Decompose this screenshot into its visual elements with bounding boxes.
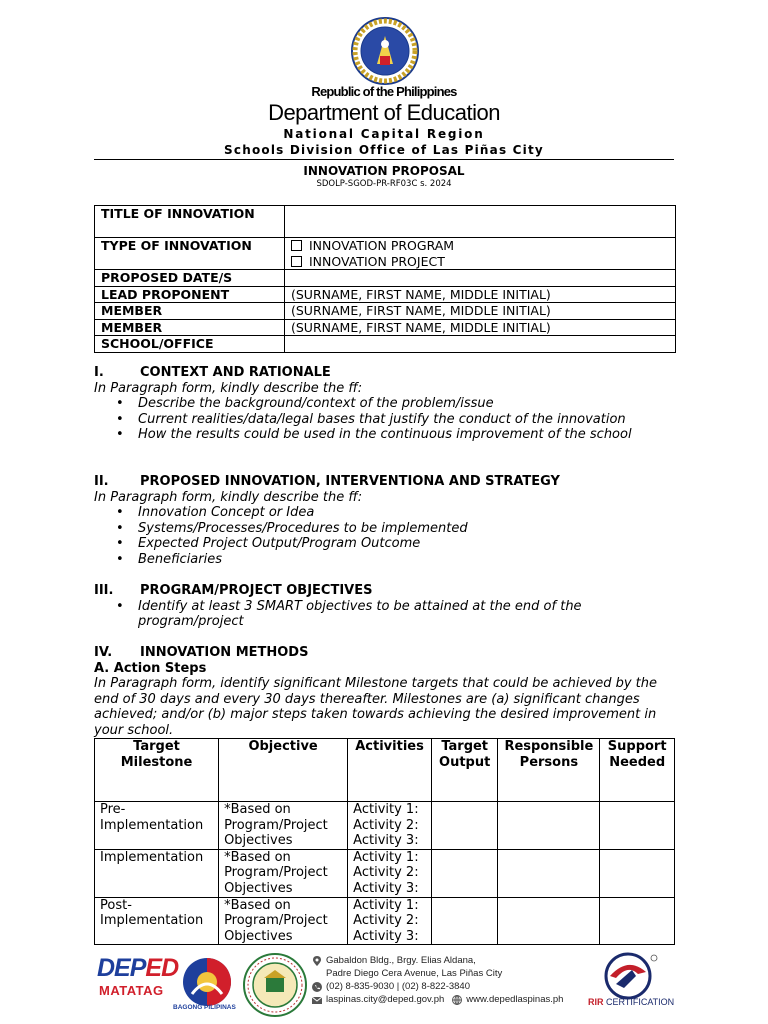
- list-item: • Beneficiaries: [116, 551, 223, 567]
- section-intro: In Paragraph form, identify significant Milestone targets that could be achieved by the end of 30 days and every 30 days thereafter. Milestones are (a) significant changes achieved; and/or (b) major steps taken towards achieving the desired improvement in your school.: [94, 676, 657, 738]
- row-date: [95, 270, 676, 287]
- section-heading: [94, 645, 684, 661]
- list-item: • Systems/Processes/Procedures to be implemented: [116, 520, 468, 536]
- target-output-cell[interactable]: [431, 897, 498, 945]
- bullet-list: [116, 505, 684, 567]
- list-item: • How the results could be used in the continuous improvement of the school: [116, 427, 632, 443]
- date-label: PROPOSED DATE/S: [95, 270, 285, 287]
- section-title: PROGRAM/PROJECT OBJECTIVES: [140, 583, 373, 598]
- email-web-row: [312, 993, 563, 1006]
- form-code: SDOLP-SGOD-PR-RF03C s. 2024: [316, 179, 452, 189]
- republic-text: Republic of the Philippines: [311, 84, 457, 99]
- phone-numbers[interactable]: (02) 8-835-9030 | (02) 8-822-3840: [326, 981, 471, 992]
- option-program[interactable]: [291, 238, 669, 254]
- deped-dep-text: DEP: [97, 954, 146, 982]
- phone-row: [312, 980, 563, 993]
- option-project-label: INNOVATION PROJECT: [309, 253, 445, 269]
- col-header: Activities: [348, 739, 432, 802]
- col-header: Responsible Persons: [498, 739, 600, 802]
- list-item: • Innovation Concept or Idea: [116, 505, 315, 521]
- bullet-list: [116, 599, 684, 630]
- section-number: II.: [94, 474, 109, 489]
- section-title: PROPOSED INNOVATION, INTERVENTIONA AND STRATEGY: [140, 474, 560, 489]
- activities-cell[interactable]: Activity 1: Activity 2: Activity 3:: [348, 849, 432, 897]
- email-link[interactable]: laspinas.city@deped.gov.ph: [326, 994, 445, 1005]
- school-label: SCHOOL/OFFICE: [95, 336, 285, 353]
- col-header: Support Needed: [600, 739, 675, 802]
- lead-field[interactable]: (SURNAME, FIRST NAME, MIDDLE INITIAL): [285, 286, 676, 303]
- section-number: IV.: [94, 645, 113, 660]
- division-text: Schools Division Office of Las Piñas City: [224, 143, 544, 157]
- col-header: Objective: [219, 739, 348, 802]
- address-line-2: Padre Diego Cera Avenue, Las Piñas City: [326, 968, 503, 979]
- form-title: INNOVATION PROPOSAL: [303, 164, 465, 178]
- section-title: INNOVATION METHODS: [140, 645, 309, 660]
- deped-matatag-logo: [97, 954, 179, 998]
- phone-icon: [312, 982, 322, 992]
- section-number: I.: [94, 365, 104, 380]
- activities-cell[interactable]: Activity 1: Activity 2: Activity 3:: [348, 802, 432, 850]
- list-item: • Expected Project Output/Program Outcome: [116, 536, 421, 552]
- list-item: • Current realities/data/legal bases that justify the conduct of the innovation: [116, 411, 626, 427]
- section-title: CONTEXT AND RATIONALE: [140, 365, 331, 380]
- objective-cell[interactable]: *Based on Program/Project Objectives: [219, 849, 348, 897]
- contact-info: [312, 954, 563, 1006]
- col-header: Target Output: [431, 739, 498, 802]
- support-cell[interactable]: [600, 802, 675, 850]
- row-title: [95, 206, 676, 238]
- member-label: MEMBER: [95, 303, 285, 320]
- deped-ed-text: ED: [145, 954, 179, 982]
- type-label: TYPE OF INNOVATION: [95, 238, 285, 270]
- col-header: Target Milestone: [95, 739, 219, 802]
- table-row: [95, 849, 675, 897]
- responsible-cell[interactable]: [498, 849, 600, 897]
- section-objectives: [94, 583, 684, 630]
- date-field[interactable]: [285, 270, 676, 287]
- row-member-1: [95, 303, 676, 320]
- address-line-1: Gabaldon Bldg., Brgy. Elias Aldana,: [326, 955, 476, 966]
- section-intro: In Paragraph form, kindly describe the ff:: [94, 489, 363, 505]
- school-field[interactable]: [285, 336, 676, 353]
- table-row: [95, 897, 675, 945]
- section-context: [94, 365, 684, 443]
- responsible-cell[interactable]: [498, 802, 600, 850]
- support-cell[interactable]: [600, 897, 675, 945]
- deped-seal-logo: [347, 16, 423, 86]
- region-text: National Capital Region: [283, 127, 485, 141]
- department-title: Department of Education: [268, 100, 500, 125]
- section-proposed-innovation: [94, 474, 684, 568]
- email-icon: [312, 995, 322, 1005]
- globe-icon: [452, 995, 462, 1005]
- objective-cell[interactable]: *Based on Program/Project Objectives: [219, 897, 348, 945]
- checkbox-program[interactable]: [291, 240, 302, 251]
- subsection-title: A. Action Steps: [94, 660, 207, 676]
- title-field[interactable]: [285, 206, 676, 238]
- member-field[interactable]: (SURNAME, FIRST NAME, MIDDLE INITIAL): [285, 319, 676, 336]
- option-project[interactable]: [291, 254, 669, 270]
- target-output-cell[interactable]: [431, 802, 498, 850]
- checkbox-project[interactable]: [291, 256, 302, 267]
- member-field[interactable]: (SURNAME, FIRST NAME, MIDDLE INITIAL): [285, 303, 676, 320]
- rir-certification-logo: [588, 950, 674, 1020]
- page-footer: [0, 946, 768, 1024]
- rir-certification-text: [588, 997, 674, 1007]
- title-label: TITLE OF INNOVATION: [95, 206, 285, 238]
- milestone-cell: Pre-Implementation: [95, 802, 219, 850]
- bullet-list: [116, 396, 684, 443]
- row-member-2: [95, 319, 676, 336]
- list-item: • Identify at least 3 SMART objectives to be attained at the end of the program/project: [116, 598, 582, 630]
- section-heading: [94, 474, 684, 490]
- address-row: [312, 954, 563, 967]
- lead-label: LEAD PROPONENT: [95, 286, 285, 303]
- section-methods: [94, 645, 684, 739]
- option-program-label: INNOVATION PROGRAM: [309, 238, 455, 253]
- support-cell[interactable]: [600, 849, 675, 897]
- responsible-cell[interactable]: [498, 897, 600, 945]
- matatag-text: MATATAG: [99, 983, 164, 998]
- address-row-2: [326, 967, 563, 980]
- row-type: [95, 238, 676, 270]
- list-item: • Describe the background/context of the problem/issue: [116, 396, 494, 412]
- website-link[interactable]: www.depedlaspinas.ph: [466, 994, 564, 1005]
- location-pin-icon: [312, 956, 322, 966]
- table-header-row: [95, 739, 675, 802]
- type-options: [285, 238, 676, 270]
- milestone-cell: Implementation: [95, 849, 219, 897]
- row-lead: [95, 286, 676, 303]
- objective-cell[interactable]: *Based on Program/Project Objectives: [219, 802, 348, 850]
- sdo-las-pinas-seal: [242, 952, 308, 1018]
- section-number: III.: [94, 583, 114, 598]
- bagong-pilipinas-text: BAGONG PILIPINAS: [173, 1004, 236, 1011]
- rir-label: RIR: [588, 997, 604, 1007]
- action-steps-table: [94, 738, 675, 945]
- rir-cert-label: CERTIFICATION: [606, 997, 675, 1007]
- section-intro: In Paragraph form, kindly describe the ff:: [94, 380, 363, 396]
- innovation-info-table: [94, 205, 676, 353]
- table-row: [95, 802, 675, 850]
- section-heading: [94, 365, 684, 381]
- milestone-cell: Post-Implementation: [95, 897, 219, 945]
- target-output-cell[interactable]: [431, 849, 498, 897]
- row-school: [95, 336, 676, 353]
- member-label: MEMBER: [95, 319, 285, 336]
- header-divider: [94, 159, 674, 160]
- section-heading: [94, 583, 684, 599]
- activities-cell[interactable]: Activity 1: Activity 2: Activity 3:: [348, 897, 432, 945]
